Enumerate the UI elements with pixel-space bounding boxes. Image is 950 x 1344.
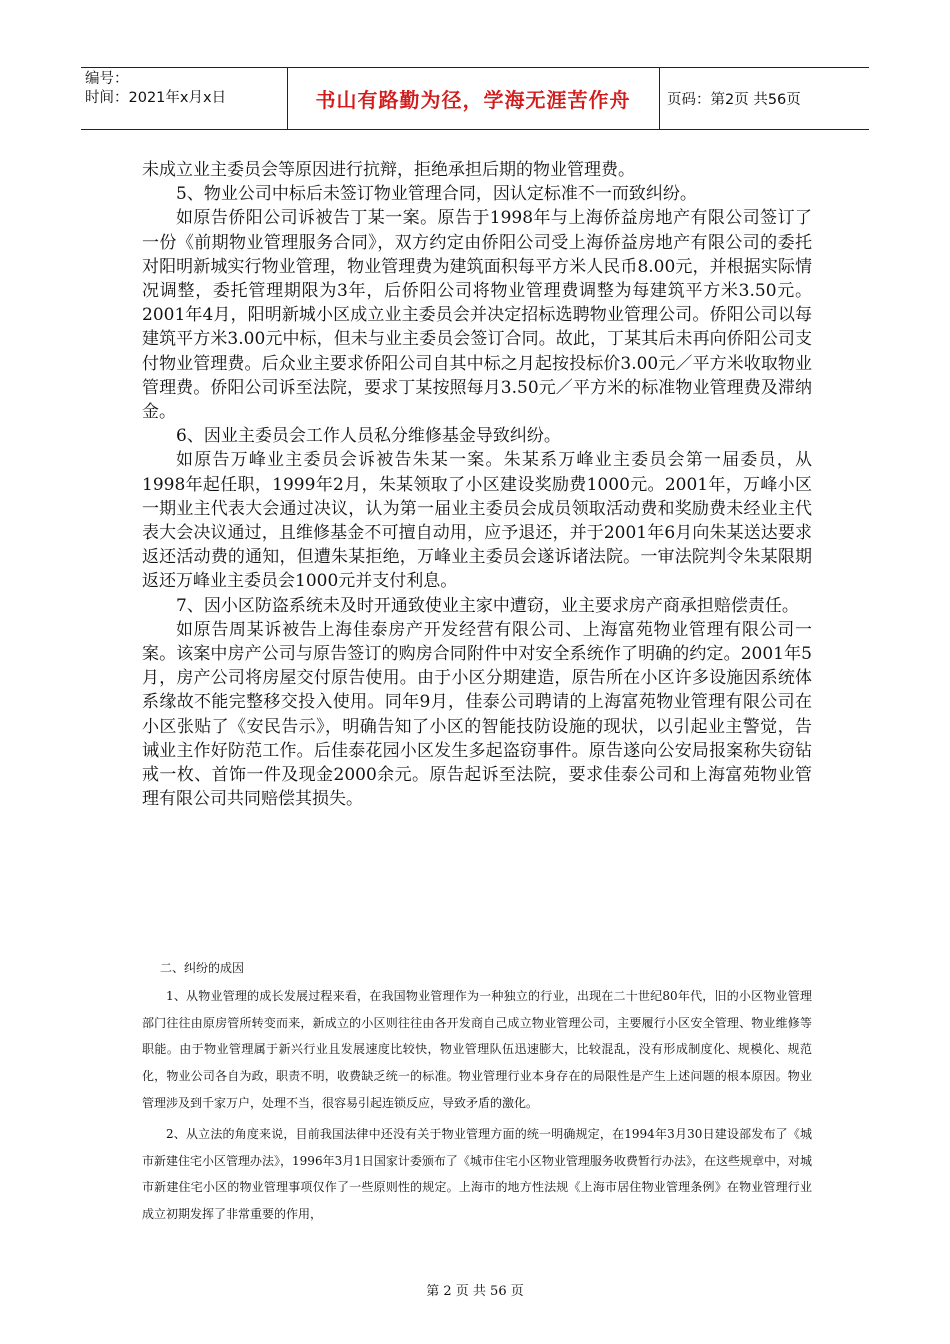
section-paragraph: 1、从物业管理的成长发展过程来看，在我国物业管理作为一种独立的行业，出现在二十世纪80年代，旧的小区物业管理部门往往由原房管所转变而来，新成立的小区则往往由各开发商自己成立物业管理公司，主要履行小区安全管理、物业维修等职能。由于物业管理属于新兴行业且发展速度比较快，物业管理队伍迅速膨大，比较混乱，没有形成制度化、规模化、规范化，物业公司各自为政，职责不明，收费缺乏统一的标准。物业管理行业本身存在的局限性是产生上述问题的根本原因。物业管理涉及到千家万户，处理不当，很容易引起连锁反应，导致矛盾的激化。 [142,988,812,1110]
section-paragraph: 2、从立法的角度来说，目前我国法律中还没有关于物业管理方面的统一明确规定，在1994年3月30日建设部发布了《城市新建住宅小区管理办法》，1996年3月1日国家计委颁布了《城市住宅小区物业管理服务收费暂行办法》，在这些规章中，对城市新建住宅小区的物业管理事项仅作了一些原则性的规定。上海市的地方性法规《上海市居住物业管理条例》在物业管理行业成立初期发挥了非常重要的作用， [142,1126,812,1222]
header-motto: 书山有路勤为径，学海无涯苦作舟 [315,88,631,112]
body-paragraph: 未成立业主委员会等原因进行抗辩，拒绝承担后期的物业管理费。 [142,160,635,180]
header-page-info: 页码：第2页 共56页 [667,92,801,108]
document-time-label: 时间：2021年x月x日 [85,90,227,106]
page-header [81,67,869,130]
body-paragraph: 7、因小区防盗系统未及时开通致使业主家中遭窃，业主要求房产商承担赔偿责任。 [176,595,799,616]
page-footer: 第 2 页 共 56 页 [426,1284,524,1299]
body-paragraph: 6、因业主委员会工作人员私分维修基金导致纠纷。 [176,426,561,447]
body-paragraph: 如原告侨阳公司诉被告丁某一案。原告于1998年与上海侨益房地产有限公司签订了一份《前期物业管理服务合同》，双方约定由侨阳公司受上海侨益房地产有限公司的委托对阳明新城实行物业管理，物业管理费为建筑面积每平方米人民币8.00元，并根据实际情况调整，委托管理期限为3年，后侨阳公司将物业管理费调整为每建筑平方米3.50元。2001年4月，阳明新城小区成立业主委员会并决定招标选聘物业管理公司。侨阳公司以每建筑平方米3.00元中标，但未与业主委员会签订合同。故此，丁某其后未再向侨阳公司支付物业管理费。后众业主要求侨阳公司自其中标之月起按投标价3.00元／平方米收取物业管理费。侨阳公司诉至法院，要求丁某按照每月3.50元／平方米的标准物业管理费及滞纳金。 [142,208,812,423]
document-number-label: 编号： [85,71,129,87]
body-paragraph: 如原告周某诉被告上海佳泰房产开发经营有限公司、上海富苑物业管理有限公司一案。该案中房产公司与原告签订的购房合同附件中对安全系统作了明确的约定。2001年5月，房产公司将房屋交付原告使用。由于小区分期建造，原告所在小区许多设施因系统体系缘故不能完整移交投入使用。同年9月，佳泰公司聘请的上海富苑物业管理有限公司在小区张贴了《安民告示》，明确告知了小区的智能技防设施的现状，以引起业主警觉，告诫业主作好防范工作。后佳泰花园小区发生多起盗窃事件。原告遂向公安局报案称失窃钻戒一枚、首饰一件及现金2000余元。原告起诉至法院，要求佳泰公司和上海富苑物业管理有限公司共同赔偿其损失。 [142,619,812,810]
main-body [142,158,812,811]
header-meta [85,70,285,108]
body-paragraph: 5、物业公司中标后未签订物业管理合同，因认定标准不一而致纠纷。 [176,184,697,205]
body-paragraph: 如原告万峰业主委员会诉被告朱某一案。朱某系万峰业主委员会第一届委员，从1998年起任职，1999年2月，朱某领取了小区建设奖励费1000元。2001年，万峰小区一期业主代表大会通过决议，认为第一届业主委员会成员领取活动费和奖励费未经业主代表大会决议通过，且维修基金不可擅自动用，应予退还，并于2001年6月向朱某送达要求返还活动费的通知，但遭朱某拒绝，万峰业主委员会遂诉诸法院。一审法院判令朱某限期返还万峰业主委员会1000元并支付利息。 [142,450,812,592]
section-two [142,955,812,1228]
header-divider-right [659,67,660,130]
section-heading: 二、纠纷的成因 [160,961,245,975]
